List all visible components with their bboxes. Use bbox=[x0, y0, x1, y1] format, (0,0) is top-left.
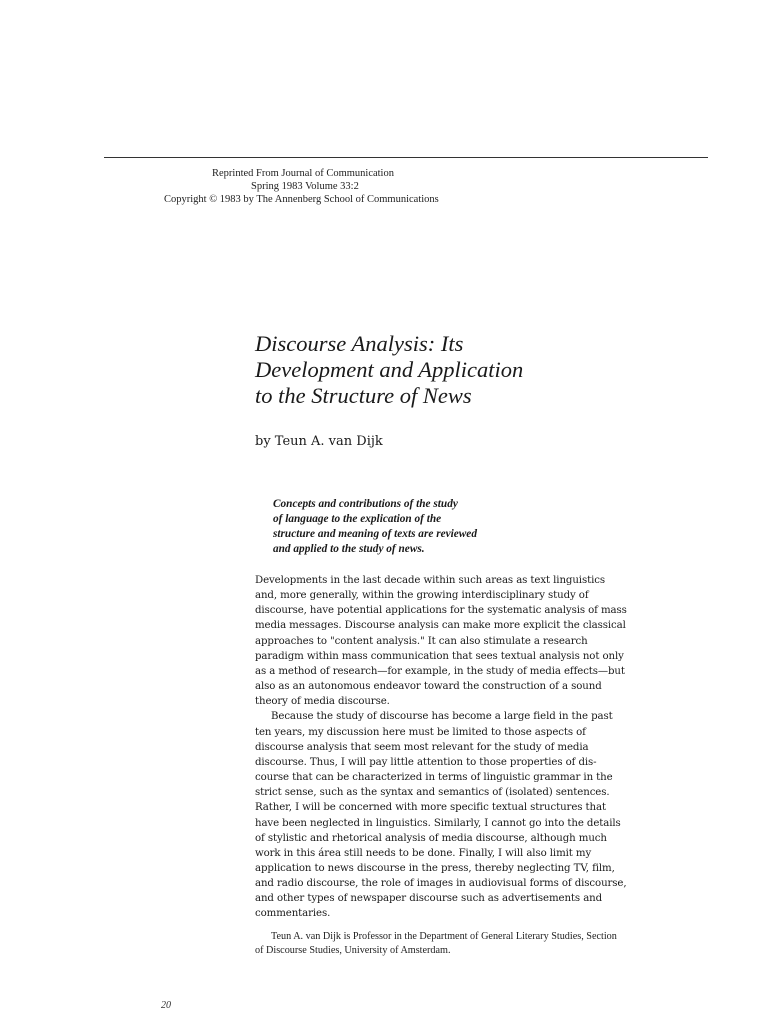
body-line: paradigm within mass communication that sees textual analysis not only bbox=[255, 650, 624, 662]
body-line: discourse. Thus, I will pay little attention to those properties of dis- bbox=[255, 756, 597, 768]
body-line: and other types of newspaper discourse such as advertisements and bbox=[255, 893, 603, 905]
abstract-line: and applied to the study of news. bbox=[273, 543, 425, 555]
title-line: Discourse Analysis: Its bbox=[255, 331, 464, 356]
title-line: Development and Application bbox=[255, 357, 524, 382]
header-rule bbox=[104, 157, 708, 158]
body-line: Rather, I will be concerned with more specific textual structures that bbox=[255, 802, 606, 814]
article-body bbox=[255, 573, 700, 922]
footnote-line: of Discourse Studies, University of Amsterdam. bbox=[255, 945, 451, 956]
footnote-line: Teun A. van Dijk is Professor in the Department of General Literary Studies, Section bbox=[271, 931, 617, 942]
abstract-line: Concepts and contributions of the study bbox=[273, 498, 458, 510]
body-line: discourse analysis that seem most relevant for the study of media bbox=[255, 741, 589, 753]
author-byline: by Teun A. van Dijk bbox=[255, 434, 383, 449]
abstract-line: of language to the explication of the bbox=[273, 513, 442, 525]
body-line: of stylistic and rhetorical analysis of media discourse, although much bbox=[255, 832, 607, 844]
abstract-line: structure and meaning of texts are reviewed bbox=[273, 528, 477, 540]
reprint-issue-line: Spring 1983 Volume 33:2 bbox=[251, 181, 359, 192]
body-line: strict sense, such as the syntax and semantics of (isolated) sentences. bbox=[255, 787, 610, 799]
body-line: have been neglected in linguistics. Similarly, I cannot go into the details bbox=[255, 817, 621, 829]
body-line: commentaries. bbox=[255, 908, 331, 920]
body-line: also as an autonomous endeavor toward the construction of a sound bbox=[255, 681, 602, 693]
title-line: to the Structure of News bbox=[255, 383, 472, 408]
reprint-journal-line: Reprinted From Journal of Communication bbox=[212, 168, 394, 179]
author-footnote bbox=[255, 930, 705, 958]
page-number: 20 bbox=[161, 1000, 171, 1011]
body-line: work in this área still needs to be done. Finally, I will also limit my bbox=[255, 847, 592, 859]
reprint-copyright-line: Copyright © 1983 by The Annenberg School of Communications bbox=[164, 194, 439, 205]
body-line: discourse, have potential applications for the systematic analysis of mass bbox=[255, 605, 627, 617]
article-title bbox=[255, 331, 685, 409]
body-line: approaches to "content analysis." It can also stimulate a research bbox=[255, 635, 588, 647]
body-line: course that can be characterized in terms of linguistic grammar in the bbox=[255, 772, 613, 784]
body-line: and radio discourse, the role of images in audiovisual forms of discourse, bbox=[255, 878, 627, 890]
body-line: application to news discourse in the press, thereby neglecting TV, film, bbox=[255, 862, 615, 874]
body-line: Developments in the last decade within such areas as text linguistics bbox=[255, 575, 605, 586]
body-line: theory of media discourse. bbox=[255, 696, 390, 708]
body-line: ten years, my discussion here must be limited to those aspects of bbox=[255, 726, 586, 738]
body-line: media messages. Discourse analysis can make more explicit the classical bbox=[255, 620, 626, 632]
body-line: Because the study of discourse has become a large field in the past bbox=[271, 711, 613, 723]
body-line: and, more generally, within the growing interdisciplinary study of bbox=[255, 590, 589, 602]
body-line: as a method of research—for example, in the study of media effects—but bbox=[255, 665, 625, 677]
article-abstract bbox=[273, 497, 563, 557]
